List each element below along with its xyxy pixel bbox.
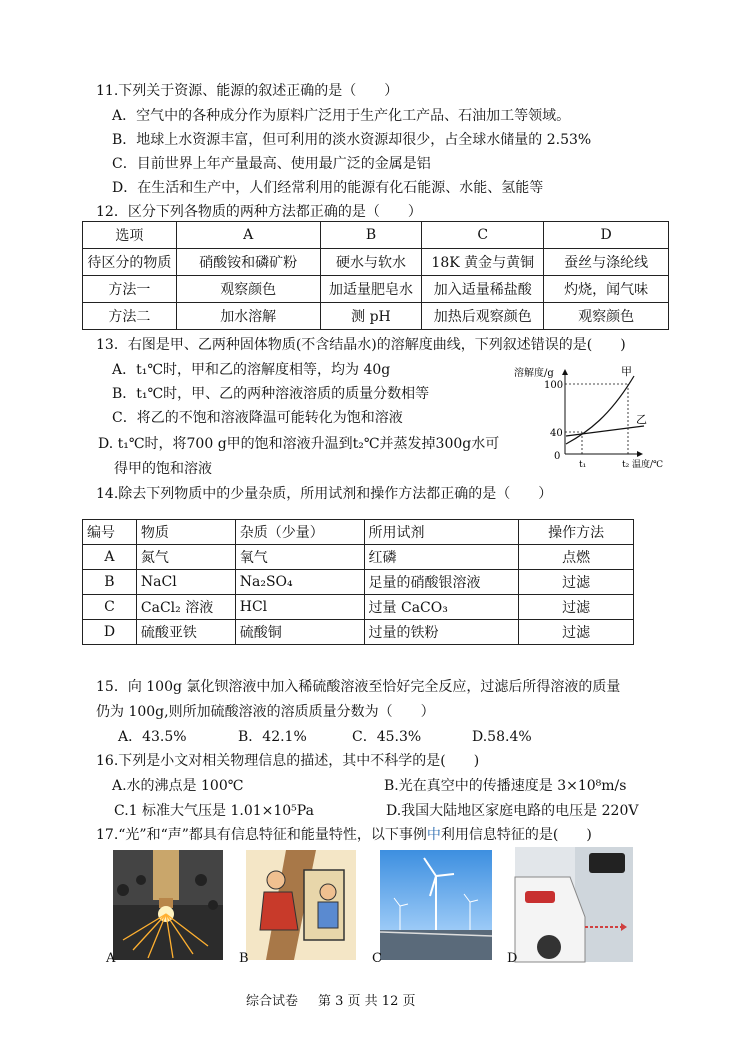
table-cell: 18K 黄金与黄铜 bbox=[422, 249, 544, 276]
table-cell: 氧气 bbox=[235, 545, 364, 570]
q14-table bbox=[82, 519, 634, 645]
q13-option-a: A．t₁℃时，甲和乙的溶解度相等，均为 40g bbox=[112, 362, 391, 378]
table-header-cell: 所用试剂 bbox=[364, 520, 519, 545]
table-cell: 加入适量稀盐酸 bbox=[422, 276, 544, 303]
q16-option-c: C.1 标准大气压是 1.01×10⁵Pa bbox=[114, 803, 314, 819]
table-header-row bbox=[83, 520, 634, 545]
table-cell: D bbox=[83, 620, 137, 645]
q11-option-c: C．目前世界上年产量最高、使用最广泛的金属是铝 bbox=[112, 156, 431, 172]
curve-yi bbox=[566, 426, 644, 436]
table-cell: NaCl bbox=[136, 570, 235, 595]
table-cell: 点燃 bbox=[519, 545, 634, 570]
table-cell: 观察颜色 bbox=[176, 276, 320, 303]
image-d-car-sensor bbox=[515, 847, 633, 962]
table-row bbox=[83, 276, 669, 303]
q15-stem-line1: 15．向 100g 氯化钡溶液中加入稀硫酸溶液至恰好完全反应，过滤后所得溶液的质量 bbox=[96, 679, 621, 695]
table-cell: 氮气 bbox=[136, 545, 235, 570]
table-cell: 加适量肥皂水 bbox=[320, 276, 422, 303]
graph-ytick-100: 100 bbox=[544, 380, 564, 391]
graph-xlabel: 温度/℃ bbox=[632, 460, 664, 470]
table-row bbox=[83, 545, 634, 570]
table-cell: 硬水与软水 bbox=[320, 249, 422, 276]
q17-stem-post: 利用信息特征的是( ) bbox=[440, 827, 592, 843]
curve-jia bbox=[566, 376, 634, 444]
q15-option-a: A．43.5% bbox=[118, 729, 187, 745]
curve-label-yi: 乙 bbox=[636, 413, 647, 426]
q17-stem-pre: 17.“光”和“声”都具有信息特征和能量特性，以下事例 bbox=[96, 827, 427, 843]
table-header-cell: 杂质（少量） bbox=[235, 520, 364, 545]
table-cell: 过量 CaCO₃ bbox=[364, 595, 519, 620]
q13-option-d-cont: 得甲的饱和溶液 bbox=[114, 461, 212, 477]
graph-ytick-40: 40 bbox=[550, 428, 563, 439]
q17-stem-highlight: 中 bbox=[426, 827, 441, 843]
image-b-label: B bbox=[239, 951, 249, 966]
table-header-cell: 操作方法 bbox=[519, 520, 634, 545]
q16-stem: 16.下列是小文对相关物理信息的描述，其中不科学的是( ) bbox=[96, 753, 480, 769]
table-cell: 过滤 bbox=[519, 620, 634, 645]
q11-option-b: B．地球上水资源丰富，但可利用的淡水资源却很少，占全球水储量的 2.53% bbox=[112, 132, 592, 148]
q16-option-d: D.我国大陆地区家庭电路的电压是 220V bbox=[386, 803, 639, 819]
table-row bbox=[83, 222, 669, 249]
table-cell: 红磷 bbox=[364, 545, 519, 570]
table-cell: 方法二 bbox=[83, 303, 177, 330]
table-cell: 加水溶解 bbox=[176, 303, 320, 330]
image-d-label: D bbox=[507, 951, 518, 966]
table-row bbox=[83, 303, 669, 330]
table-header-cell: 物质 bbox=[136, 520, 235, 545]
table-cell: B bbox=[83, 570, 137, 595]
table-cell: 测 pH bbox=[320, 303, 422, 330]
table-cell: B bbox=[320, 222, 422, 249]
graph-xtick-t2: t₂ bbox=[622, 460, 630, 470]
q12-stem: 12．区分下列各物质的两种方法都正确的是（ ） bbox=[96, 204, 422, 220]
q13-option-d: D. t₁℃时，将700 g甲的饱和溶液升温到t₂℃并蒸发掉300g水可 bbox=[98, 436, 500, 452]
table-cell: C bbox=[422, 222, 544, 249]
q11-option-d: D．在生活和生产中，人们经常利用的能源有化石能源、水能、氢能等 bbox=[112, 180, 544, 196]
table-cell: A bbox=[83, 545, 137, 570]
table-cell: 灼烧，闻气味 bbox=[544, 276, 669, 303]
table-cell: 选项 bbox=[83, 222, 177, 249]
graph-origin: 0 bbox=[554, 451, 561, 462]
table-cell: 硫酸亚铁 bbox=[136, 620, 235, 645]
table-row bbox=[83, 595, 634, 620]
q15-option-c: C．45.3% bbox=[352, 729, 422, 745]
table-cell: 硫酸铜 bbox=[235, 620, 364, 645]
q15-stem-line2: 仍为 100g,则所加硫酸溶液的溶质质量分数为（ ） bbox=[96, 704, 435, 720]
footer-title: 综合试卷 bbox=[246, 994, 299, 1009]
table-cell: 足量的硝酸银溶液 bbox=[364, 570, 519, 595]
table-cell: 过量的铁粉 bbox=[364, 620, 519, 645]
table-header-cell: 编号 bbox=[83, 520, 137, 545]
table-cell: CaCl₂ 溶液 bbox=[136, 595, 235, 620]
image-a-label: A bbox=[106, 951, 116, 966]
curve-label-jia: 甲 bbox=[621, 365, 632, 378]
q17-stem bbox=[96, 826, 592, 844]
table-cell: 方法一 bbox=[83, 276, 177, 303]
table-cell: 观察颜色 bbox=[544, 303, 669, 330]
table-cell: C bbox=[83, 595, 137, 620]
image-b-cartoon bbox=[246, 850, 356, 960]
table-row bbox=[83, 570, 634, 595]
table-cell: HCl bbox=[235, 595, 364, 620]
image-c-wind-turbines bbox=[380, 850, 492, 960]
table-row bbox=[83, 620, 634, 645]
table-cell: 过滤 bbox=[519, 570, 634, 595]
graph-ylabel: 溶解度/g bbox=[514, 368, 554, 379]
solubility-graph bbox=[510, 364, 664, 472]
graph-xtick-t1: t₁ bbox=[579, 460, 587, 470]
table-cell: Na₂SO₄ bbox=[235, 570, 364, 595]
footer-page-number: 第 3 页 共 12 页 bbox=[318, 994, 416, 1009]
table-cell: A bbox=[176, 222, 320, 249]
table-cell: 蚕丝与涤纶线 bbox=[544, 249, 669, 276]
q13-option-b: B．t₁℃时，甲、乙的两种溶液溶质的质量分数相等 bbox=[112, 386, 430, 402]
q14-stem: 14.除去下列物质中的少量杂质，所用试剂和操作方法都正确的是（ ） bbox=[96, 486, 553, 502]
q16-option-b: B.光在真空中的传播速度是 3×10⁸m/s bbox=[384, 778, 627, 794]
q13-stem: 13．右图是甲、乙两种固体物质(不含结晶水)的溶解度曲线，下列叙述错误的是( ) bbox=[96, 337, 626, 353]
q16-option-a: A.水的沸点是 100℃ bbox=[112, 778, 244, 794]
q15-option-d: D.58.4% bbox=[472, 729, 532, 745]
q11-stem: 11.下列关于资源、能源的叙述正确的是（ ） bbox=[96, 83, 399, 99]
q12-table bbox=[82, 221, 669, 330]
table-cell: 加热后观察颜色 bbox=[422, 303, 544, 330]
table-row bbox=[83, 249, 669, 276]
q13-option-c: C．将乙的不饱和溶液降温可能转化为饱和溶液 bbox=[112, 410, 403, 426]
table-cell: 过滤 bbox=[519, 595, 634, 620]
table-cell: 硝酸铵和磷矿粉 bbox=[176, 249, 320, 276]
table-cell: 待区分的物质 bbox=[83, 249, 177, 276]
q15-option-b: B．42.1% bbox=[238, 729, 307, 745]
image-a-cutting bbox=[113, 850, 223, 960]
table-cell: D bbox=[544, 222, 669, 249]
image-c-label: C bbox=[372, 951, 382, 966]
q11-option-a: A．空气中的各种成分作为原料广泛用于生产化工产品、石油加工等领域。 bbox=[112, 108, 571, 124]
